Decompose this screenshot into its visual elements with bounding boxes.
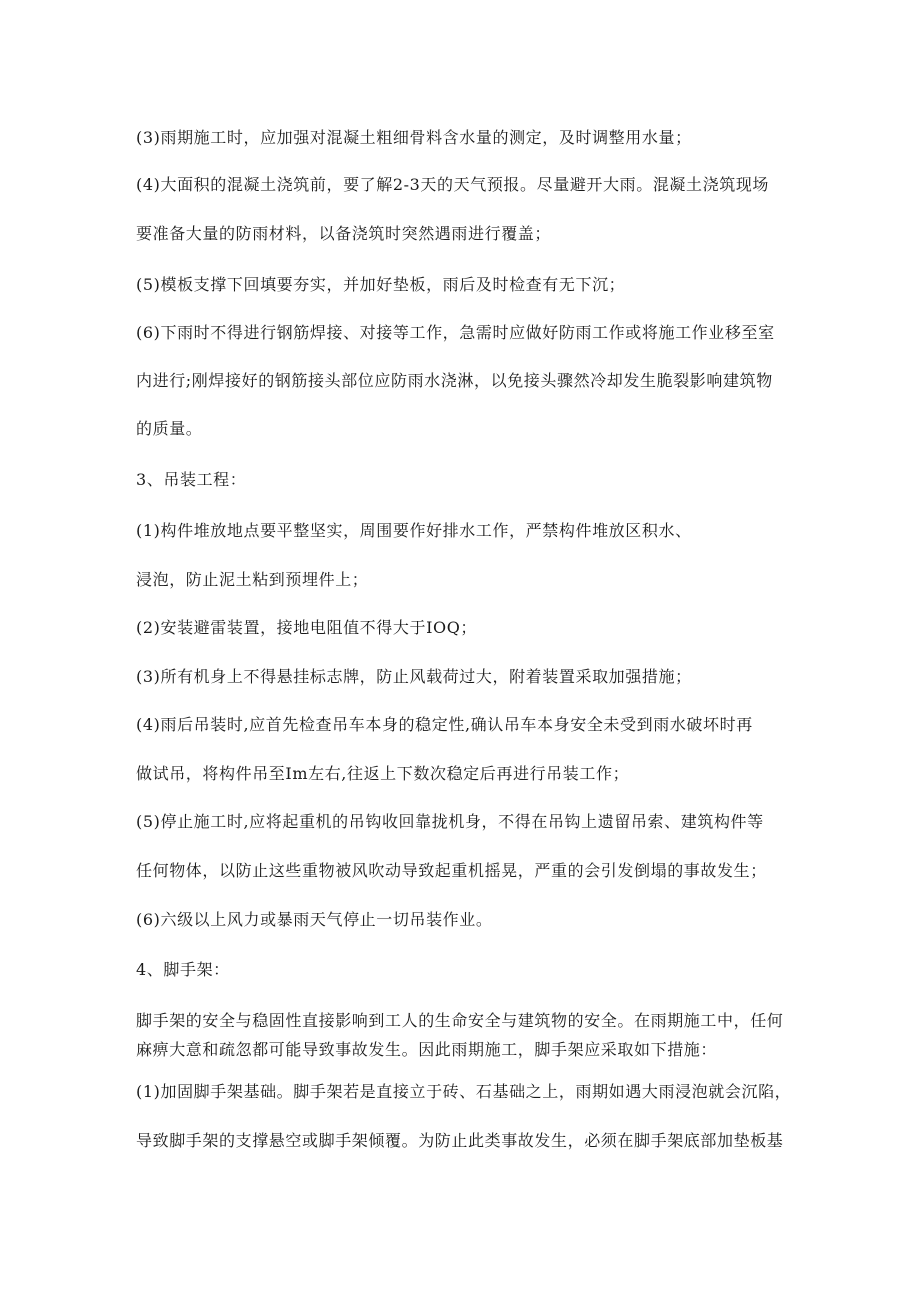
text-line: (3)雨期施工时，应加强对混凝土粗细骨料含水量的测定，及时调整用水量； [136,128,692,147]
text-line: (5)模板支撑下回填要夯实，并加好垫板，雨后及时检查有无下沉； [136,275,626,294]
text-line: 做试吊，将构件吊至Im左右,往返上下数次稳定后再进行吊装工作； [136,764,630,783]
section-heading: 4、脚手架： [136,960,230,979]
text-line: (4)大面积的混凝土浇筑前，要了解2-3天的天气预报。尽量避开大雨。混凝土浇筑现场 [136,175,770,194]
text-line: (2)安装避雷装置，接地电阻值不得大于IOQ； [136,618,478,637]
text-line: (6)下雨时不得进行钢筋焊接、对接等工作，急需时应做好防雨工作或将施工作业移至室 [136,323,775,342]
text-line: 要准备大量的防雨材料，以备浇筑时突然遇雨进行覆盖； [136,224,552,243]
text-line: 脚手架的安全与稳固性直接影响到工人的生命安全与建筑物的安全。在雨期施工中，任何 [136,1011,784,1030]
text-line: (1)加固脚手架基础。脚手架若是直接立于砖、石基础之上，雨期如遇大雨浸泡就会沉陷， [136,1082,792,1101]
text-line: 浸泡，防止泥土粘到预埋件上； [136,570,369,589]
text-line: (4)雨后吊装时,应首先检查吊车本身的稳定性,确认吊车本身安全未受到雨水破坏时再 [136,715,753,734]
text-line: 的质量。 [136,419,203,438]
text-line: 任何物体，以防止这些重物被风吹动导致起重机摇晃，严重的会引发倒塌的事故发生； [136,861,767,880]
text-line: (5)停止施工时,应将起重机的吊钩收回靠拢机身，不得在吊钩上遗留吊索、建筑构件等 [136,812,764,831]
text-line: (3)所有机身上不得悬挂标志牌，防止风载荷过大，附着装置采取加强措施； [136,667,692,686]
text-line: (6)六级以上风力或暴雨天气停止一切吊装作业。 [136,910,493,929]
section-heading: 3、吊装工程： [136,470,247,489]
text-line: 内进行;刚焊接好的钢筋接头部位应防雨水浇淋，以免接头骤然冷却发生脆裂影响建筑物 [136,371,773,390]
text-line: 导致脚手架的支撑悬空或脚手架倾覆。为防止此类事故发生，必须在脚手架底部加垫板基 [136,1131,784,1150]
text-line: 麻痹大意和疏忽都可能导致事故发生。因此雨期施工，脚手架应采取如下措施： [136,1040,718,1059]
text-line: (1)构件堆放地点要平整坚实，周围要作好排水工作，严禁构件堆放区积水、 [136,521,692,540]
